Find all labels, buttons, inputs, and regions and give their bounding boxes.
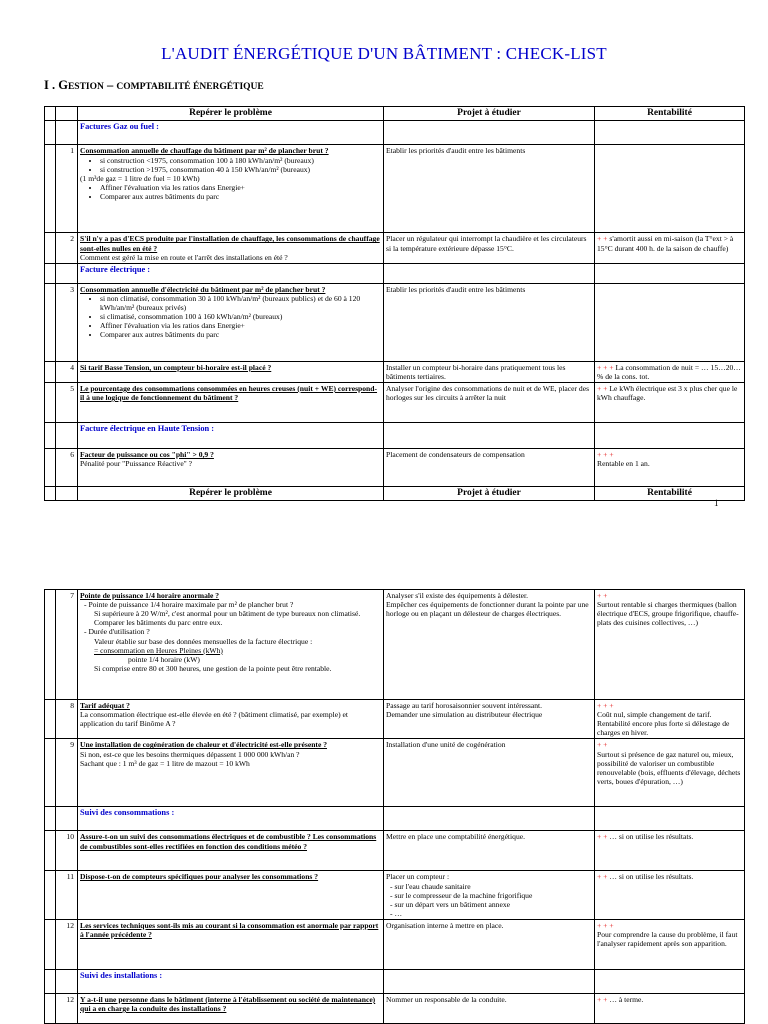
projet-line: Demander une simulation au distributeur électrique (386, 710, 543, 720)
list-item: • si construction <1975, consommation 100 à 180 kWh/an/m² (bureaux) (100, 156, 381, 165)
question: Tarif adéquat ? (80, 701, 130, 710)
row-number: 5 (56, 382, 78, 422)
rating-plus: + + (597, 832, 608, 842)
rentabilite-text: Coût nul, simple changement de tarif. Rentabilité encore plus forte si délestage de charges en hiver. (597, 710, 730, 738)
header-projet: Projet à étudier (384, 486, 595, 500)
table-row (45, 145, 745, 233)
projet-cell: Etablir les priorités d'audit entre les bâtiments (384, 283, 595, 361)
row-number: 9 (56, 739, 78, 807)
footer-header-row (45, 486, 745, 500)
header-rentabilite: Rentabilité (595, 107, 745, 121)
section-heading (44, 78, 264, 93)
table-row (45, 739, 745, 807)
rentabilite-text: … si on utilise les résultats. (607, 832, 694, 842)
projet-cell: Installer un compteur bi-horaire dans pratiquement tous les bâtiments tertiaires. (384, 361, 595, 382)
checklist-table-page1 (44, 106, 745, 501)
question-detail: Comment est géré la mise en route et l'arrêt des installations en été ? (80, 252, 288, 262)
rentabilite-text: … si on utilise les résultats. (607, 872, 694, 882)
probleme-cell: Les services techniques sont-ils mis au courant si la consommation est anormale par rapport à l'année précédente ? (78, 919, 384, 969)
projet-cell: Nommer un responsable de la conduite. (384, 993, 595, 1023)
section-word: ESTION (67, 82, 104, 92)
rating-plus: + + (597, 591, 608, 600)
list-item: • si climatisé, consommation 100 à 160 kWh/an/m² (bureaux) (100, 312, 381, 321)
section-separator: – (103, 78, 117, 92)
category-suivi-consommations: Suivi des consommations : (78, 807, 384, 831)
question-detail: Pénalité pour "Puissance Réactive" ? (80, 459, 193, 469)
category-haute-tension: Facture électrique en Haute Tension : (78, 422, 384, 448)
section-number: I . G (44, 78, 68, 92)
rentabilite-text: Surtout rentable si charges thermiques (ballon électrique d'ECS, groupe frigorifique, chauffe-plats des cuisines collectives, …) (597, 600, 739, 628)
row-number: 7 (56, 590, 78, 700)
list-item: • si non climatisé, consommation 30 à 100 kWh/an/m² (bureaux publics) et de 60 à 120 kWh/an/m² (bureaux privés) (100, 294, 381, 312)
rentabilite-text: Le kWh électrique est 3 x plus cher que le kWh chauffage. (597, 383, 738, 403)
row-number: 12 (56, 993, 78, 1023)
question-detail: Si non, est-ce que les besoins thermiques dépassent 1 000 000 kWh/an ? (80, 749, 300, 759)
list-item: - sur le compresseur de la machine frigorifique (398, 891, 592, 900)
rentabilite-cell (595, 382, 745, 422)
rating-plus: + + + (597, 920, 614, 930)
rentabilite-text: Surtout si présence de gaz naturel ou, mieux, possibilité de valoriser un combustible renouvelable (bois, effluents d'élevage, déchets verts, boues d'épuration, …) (597, 749, 741, 786)
row-number: 10 (56, 831, 78, 871)
category-row (45, 263, 745, 283)
projet-cell: Etablir les priorités d'audit entre les bâtiments (384, 145, 595, 233)
detail-line: Comparer les bâtiments du parc entre eux. (94, 618, 223, 628)
detail-line: Si supérieure à 20 W/m², c'est anormal pour un bâtiment de type bureaux non climatisé. (94, 609, 361, 619)
rating-plus: + + (597, 740, 608, 750)
rentabilite-text: Rentable en 1 an. (597, 459, 650, 469)
rating-plus: + + + (597, 701, 614, 710)
list-item: - Durée d'utilisation ? (92, 627, 381, 636)
probleme-cell (78, 283, 384, 361)
header-row (45, 107, 745, 121)
list-item: • Comparer aux autres bâtiments du parc (100, 192, 381, 201)
list-item: • Affiner l'évaluation via les ratios dans Energie+ (100, 321, 381, 330)
probleme-cell (78, 145, 384, 233)
probleme-cell (78, 700, 384, 739)
detail-line: Si comprise entre 80 et 300 heures, une gestion de la pointe peut être rentable. (94, 663, 332, 673)
row-number: 8 (56, 700, 78, 739)
header-rentabilite: Rentabilité (595, 486, 745, 500)
projet-line: Empêcher ces équipements de fonctionner durant la pointe par une horloge ou en plaçant un délesteur de charges électriques. (386, 600, 589, 619)
list-item: • si construction >1975, consommation 40 à 150 kWh/an/m² (bureaux) (100, 165, 381, 174)
rentabilite-cell (595, 831, 745, 871)
question: Une installation de cogénération de chaleur et d'électricité est-elle présente ? (80, 740, 328, 750)
rentabilite-text: Pour comprendre la cause du problème, il faut l'analyser rapidement après son apparition. (597, 930, 738, 949)
table-row (45, 700, 745, 739)
projet-cell: Mettre en place une comptabilité énergétique. (384, 831, 595, 871)
rentabilite-cell (595, 871, 745, 920)
category-suivi-installations: Suivi des installations : (78, 969, 384, 993)
list-item: • Comparer aux autres bâtiments du parc (100, 330, 381, 339)
table-row (45, 233, 745, 263)
probleme-cell: Assure-t-on un suivi des consommations électriques et de combustible ? Les consommations de combustibles sont-elles rectifiées en fonction des conditions météo ? (78, 831, 384, 871)
list-item: - sur l'eau chaude sanitaire (398, 882, 592, 891)
probleme-cell (78, 233, 384, 263)
rating-plus: + + + (597, 449, 614, 459)
rentabilite-cell (595, 361, 745, 382)
table-row (45, 919, 745, 969)
question: Consommation annuelle d'électricité du bâtiment par m² de plancher brut ? (80, 284, 326, 294)
rentabilite-cell (595, 739, 745, 807)
projet-cell (384, 700, 595, 739)
rentabilite-cell (595, 993, 745, 1023)
rating-plus: + + (597, 872, 608, 882)
detail-line: = consommation en Heures Pleines (kWh) (94, 645, 223, 655)
table-row (45, 283, 745, 361)
header-cell (45, 107, 56, 121)
rentabilite-cell (595, 919, 745, 969)
header-probleme: Repérer le problème (78, 486, 384, 500)
probleme-cell (78, 448, 384, 486)
rating-plus: + + (597, 383, 608, 393)
rating-plus: + + (597, 994, 608, 1004)
rentabilite-cell (595, 283, 745, 361)
table-row (45, 590, 745, 700)
projet-line: Passage au tarif horosaisonnier souvent intéressant. (386, 701, 543, 710)
checklist-table-page2 (44, 589, 745, 1024)
projet-cell: Placement de condensateurs de compensation (384, 448, 595, 486)
projet-line: Analyser s'il existe des équipements à délester. (386, 591, 529, 600)
document-title: L'AUDIT ÉNERGÉTIQUE D'UN BÂTIMENT : CHECK-LIST (161, 44, 607, 63)
question: Consommation annuelle de chauffage du bâtiment par m² de plancher brut ? (80, 146, 329, 156)
rentabilite-cell (595, 700, 745, 739)
row-number: 1 (56, 145, 78, 233)
rentabilite-cell (595, 233, 745, 263)
header-probleme: Repérer le problème (78, 107, 384, 121)
table-row (45, 831, 745, 871)
projet-cell: Organisation interne à mettre en place. (384, 919, 595, 969)
table-row (45, 382, 745, 422)
category-elec: Facture électrique : (78, 263, 384, 283)
probleme-cell: Le pourcentage des consommations consommées en heures creuses (nuit + WE) correspond-il à une logique de fonctionnement du bâtiment ? (78, 382, 384, 422)
projet-cell (384, 590, 595, 700)
detail-line: Valeur établie sur base des données mensuelles de la facture électrique : (94, 636, 313, 646)
section-subtitle: COMPTABILITÉ ÉNERGÉTIQUE (116, 82, 264, 92)
row-number: 2 (56, 233, 78, 263)
header-projet: Projet à étudier (384, 107, 595, 121)
list-item: - … (398, 909, 592, 918)
projet-cell (384, 871, 595, 920)
row-number: 6 (56, 448, 78, 486)
table-row (45, 871, 745, 920)
rentabilite-cell (595, 448, 745, 486)
projet-cell: Placer un régulateur qui interrompt la chaudière et les circulateurs si la température extérieure dépasse 15°C. (384, 233, 595, 263)
row-number: 4 (56, 361, 78, 382)
table-row (45, 361, 745, 382)
category-row (45, 969, 745, 993)
list-item: - sur un départ vers un bâtiment annexe (398, 900, 592, 909)
question: Pointe de puissance 1/4 horaire anormale ? (80, 591, 220, 600)
list-item: - Pointe de puissance 1/4 horaire maximale par m² de plancher brut ? (92, 600, 381, 609)
category-row (45, 422, 745, 448)
rentabilite-text: s'amortit aussi en mi-saison (la T°ext > à 15°C durant 400 h. de la saison de chauffe) (597, 234, 734, 253)
question-detail: Sachant que : 1 m³ de gaz = 1 litre de mazout = 10 kWh (80, 758, 250, 768)
probleme-cell (78, 739, 384, 807)
category-row (45, 121, 745, 145)
probleme-cell: Si tarif Basse Tension, un compteur bi-horaire est-il placé ? (78, 361, 384, 382)
category-gaz: Factures Gaz ou fuel : (78, 121, 384, 145)
table-row (45, 448, 745, 486)
list-item: • Affiner l'évaluation via les ratios dans Energie+ (100, 183, 381, 192)
projet-cell: Analyser l'origine des consommations de nuit et de WE, placer des horloges sur les circuits à arrêter la nuit (384, 382, 595, 422)
rating-plus: + + (597, 234, 608, 244)
probleme-cell: Y a-t-il une personne dans le bâtiment (interne à l'établissement ou société de maintenance) qui a en charge la conduite des installations ? (78, 993, 384, 1023)
row-number: 12 (56, 919, 78, 969)
question: Facteur de puissance ou cos "phi" > 0,9 ? (80, 449, 214, 459)
projet-cell: Installation d'une unité de cogénération (384, 739, 595, 807)
rentabilite-text: … à terme. (607, 994, 644, 1004)
probleme-cell: Dispose-t-on de compteurs spécifiques pour analyser les consommations ? (78, 871, 384, 920)
page-number: 1 (714, 498, 719, 508)
probleme-cell (78, 590, 384, 700)
question: S'il n'y a pas d'ECS produite par l'installation de chauffage, les consommations de chauffage sont-elles nulles en été ? (80, 234, 380, 253)
table-row (45, 993, 745, 1023)
note: (1 m³de gaz = 1 litre de fuel = 10 kWh) (80, 173, 200, 183)
rentabilite-cell (595, 145, 745, 233)
category-row (45, 807, 745, 831)
row-number: 11 (56, 871, 78, 920)
rentabilite-text: La consommation de nuit = … 15…20… % de la cons. tot. (597, 362, 741, 381)
header-cell (56, 107, 78, 121)
projet-line: Placer un compteur : (386, 872, 450, 882)
detail-line: pointe 1/4 horaire (kW) (128, 654, 200, 664)
rating-plus: + + + (597, 362, 614, 372)
rentabilite-cell (595, 590, 745, 700)
row-number: 3 (56, 283, 78, 361)
question-detail: La consommation électrique est-elle élevée en été ? (bâtiment climatisé, par exemple) et application du tarif Binôme A ? (80, 710, 348, 729)
